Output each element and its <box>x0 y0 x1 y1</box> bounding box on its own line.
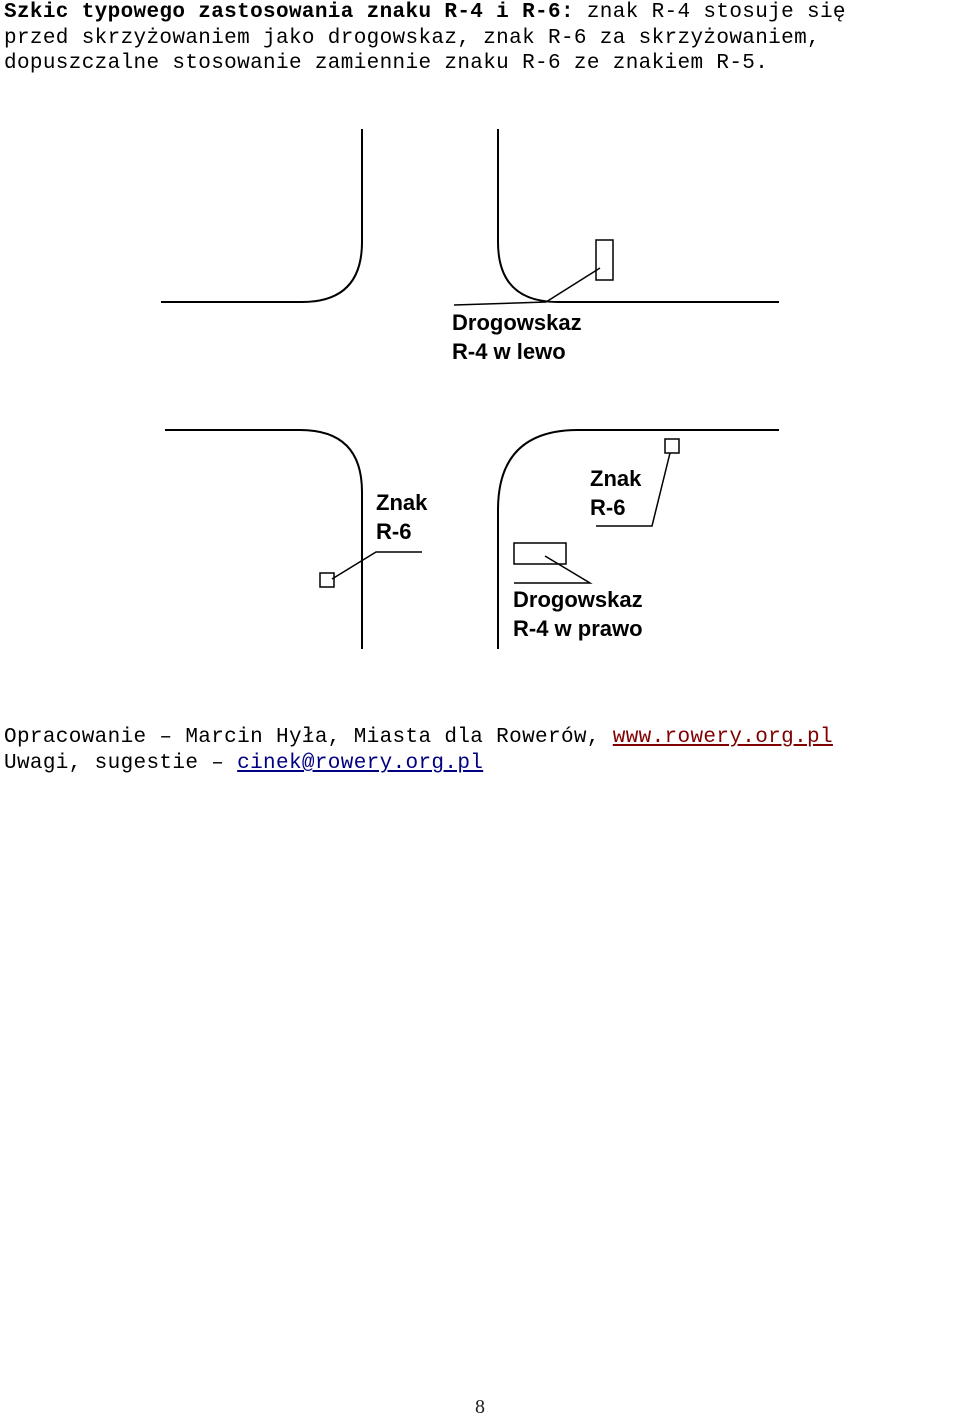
intro-line-3: dopuszczalne stosowanie zamiennie znaku R-6 ze znakiem R-5. <box>4 52 769 75</box>
label-r4-right-line1: Drogowskaz <box>513 587 643 612</box>
intro-line-1-rest: znak R-4 stosuje się <box>573 1 846 24</box>
curb-top-left <box>162 130 362 302</box>
page-number: 8 <box>475 1396 485 1418</box>
footer-credit <box>4 725 960 751</box>
intro-line-2: przed skrzyżowaniem jako drogowskaz, znak R-6 za skrzyżowaniem, <box>4 26 820 50</box>
sign-r4-left <box>596 240 613 280</box>
footer-credit-text: Opracowanie – Marcin Hyła, Miasta dla Rowerów, <box>4 726 613 749</box>
sign-r6-left <box>320 573 334 587</box>
label-r4-left-line2: R-4 w lewo <box>452 339 566 364</box>
label-r6-left-line1: Znak <box>376 490 428 515</box>
intersection-sketch <box>0 0 960 700</box>
leader-r6-left <box>332 552 422 579</box>
label-r4-left-line1: Drogowskaz <box>452 310 582 335</box>
curb-top-right <box>498 130 778 302</box>
label-r6-left-line2: R-6 <box>376 519 412 544</box>
sign-r6-right <box>665 439 679 453</box>
website-link[interactable]: www.rowery.org.pl <box>612 726 833 749</box>
email-link[interactable]: cinek@rowery.org.pl <box>237 752 484 775</box>
curb-bottom-left <box>166 430 362 648</box>
footer-contact-text: Uwagi, sugestie – <box>4 752 238 775</box>
leader-r4-left <box>454 268 600 305</box>
label-r6-right-line1: Znak <box>590 466 642 491</box>
leader-r4-right <box>514 556 590 583</box>
label-r6-right-line2: R-6 <box>590 495 626 520</box>
label-r4-right-line2: R-4 w prawo <box>513 616 643 641</box>
footer-contact <box>4 751 960 777</box>
sign-r4-right <box>514 543 566 564</box>
intro-bold-lead: Szkic typowego zastosowania znaku R-4 i R-6: <box>4 1 574 24</box>
